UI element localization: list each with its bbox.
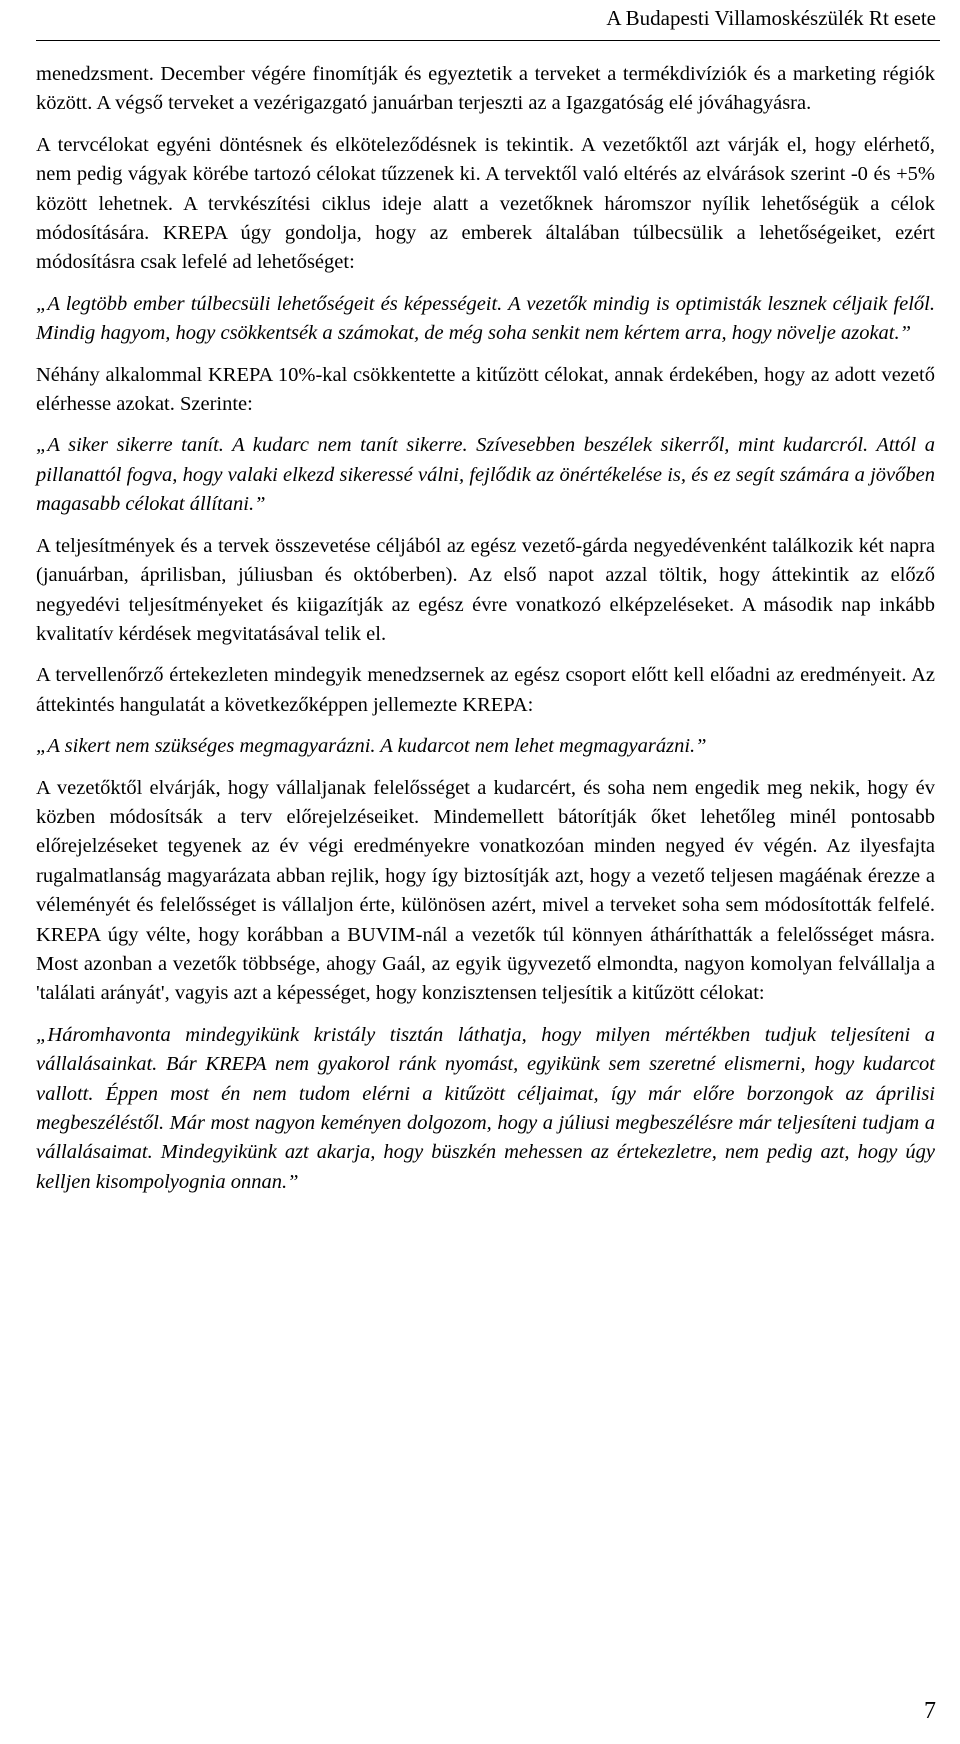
page-number: 7 (924, 1698, 936, 1724)
paragraph-3: Néhány alkalommal KREPA 10%-kal csökkentette a kitűzött célokat, annak érdekében, hogy az adott vezető elérhesse azokat. Szerinte: (36, 363, 935, 416)
quote-4: „Háromhavonta mindegyikünk kristály tisztán láthatja, hogy milyen mértékben tudjuk teljesíteni a vállalásainkat. Bár KREPA nem gyakorol ránk nyomást, egyikünk sem szeretné elismerni, hogy kudarcot vallott. Éppen most én nem tudom elérni a kitűzött céljaimat, így már előre borzongok az áprilisi megbeszéléstől. Már most nagyon keményen dolgozom, hogy a júliusi megbeszélésre már teljesíteni tudjam a vállalásaimat. Mindegyikünk azt akarja, hogy büszkén mehessen az értekezletre, nem pedig azt, hogy úgy kelljen kisompolyognia onnan.” (36, 1023, 935, 1193)
paragraph-6: A vezetőktől elvárják, hogy vállaljanak felelősséget a kudarcért, és soha nem engedik meg nekik, hogy év közben módosítsák a terv előrejelzéseiket. Mindemellett bátorítják őket lehetőleg minél pontosabb előrejelzéseket tegyenek az év végi eredményekre vonatkozóan minden negyed év végén. Az ilyesfajta rugalmatlanság magyarázata abban rejlik, hogy így biztosítják azt, hogy a vezető teljesen magáénak érezze a véleményét és felelősséget is vállaljon érte, különösen azért, mivel a terveket soha sem módosították felfelé. KREPA úgy vélte, hogy korábban a BUVIM-nál a vezetők túl könnyen átháríthatták a felelősséget másra. Most azonban a vezetők többsége, ahogy Gaál, az egyik ügyvezető elmondta, nagyon komolyan felvállalja a 'találati arányát', vagyis azt a képességet, hogy konzisztensen teljesítik a kitűzött célokat: (36, 776, 935, 1005)
page-body (36, 60, 935, 1209)
paragraph-5: A tervellenőrző értekezleten mindegyik menedzsernek az egész csoport előtt kell előadni az eredményeit. Az áttekintés hangulatát a következőképpen jellemezte KREPA: (36, 664, 935, 716)
running-header: A Budapesti Villamoskészülék Rt esete (606, 6, 936, 30)
paragraph-4: A teljesítmények és a tervek összevetése céljából az egész vezető-gárda negyedévenként találkozik két napra (januárban, áprilisban, júliusban és októberben). Az első napot azzal töltik, hogy áttekintik az előző negyedévi teljesítményeket és kiigazítják az egész évre vonatkozó elképzeléseket. A második nap inkább kvalitatív kérdések megvitatásával telik el. (36, 534, 935, 645)
paragraph-2: A tervcélokat egyéni döntésnek és elköteleződésnek is tekintik. A vezetőktől azt várják el, hogy elérhető, nem pedig vágyak körébe tartozó célokat tűzzenek ki. A tervektől való eltérés az elvárások szerint -0 és +5% között lehetnek. A tervkészítési ciklus ideje alatt a vezetőknek háromszor nyílik lehetőségük a célok módosítására. KREPA úgy gondolja, hogy az emberek általában túlbecsülik a lehetőségeiket, ezért módosításra csak lefelé ad lehetőséget: (36, 133, 935, 274)
header-rule (36, 40, 940, 41)
quote-2: „A siker sikerre tanít. A kudarc nem tanít sikerre. Szívesebben beszélek sikerről, mint kudarcról. Attól a pillanattól fogva, hogy valaki elkezd sikeressé válni, fejlődik az önértékelése is, és ez segít számára a jövőben magasabb célokat állítani.” (36, 434, 935, 516)
quote-1: „A legtöbb ember túlbecsüli lehetőségeit és képességeit. A vezetők mindig is optimisták lesznek céljaik felől. Mindig hagyom, hogy csökkentsék a számokat, de még soha senkit nem kértem arra, hogy növelje azokat.” (36, 292, 935, 345)
quote-3: „A sikert nem szükséges megmagyarázni. A kudarcot nem lehet megmagyarázni.” (36, 735, 707, 758)
paragraph-1: menedzsment. December végére finomítják és egyeztetik a terveket a termékdivíziók és a marketing régiók között. A végső terveket a vezérigazgató januárban terjeszti az a Igazgatóság elé jóváhagyásra. (36, 63, 935, 115)
